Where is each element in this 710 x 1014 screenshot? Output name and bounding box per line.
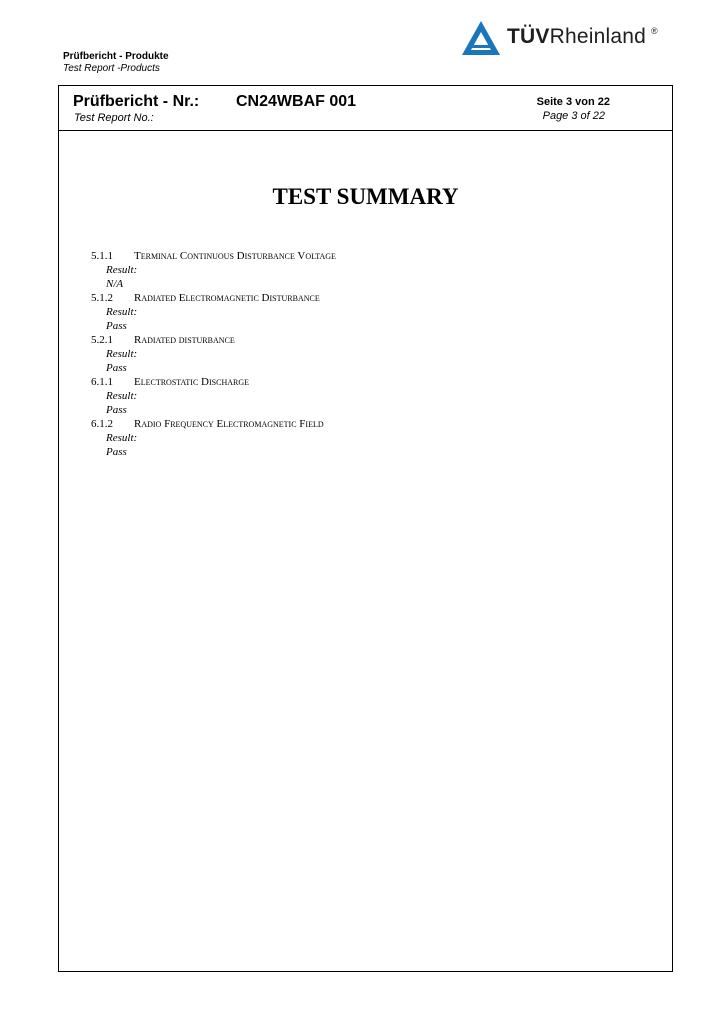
item-name: Terminal Continuous Disturbance Voltage (134, 250, 336, 262)
item-result: Pass (106, 446, 127, 458)
item-name: Radio Frequency Electromagnetic Field (134, 418, 324, 430)
logo-text-regular: Rheinland (549, 25, 646, 48)
item-result-label: Result: (106, 306, 138, 318)
item-result: Pass (106, 404, 127, 416)
tuv-triangle-icon (461, 19, 501, 57)
header-title-de: Prüfbericht - Produkte (63, 51, 169, 62)
summary-item (91, 417, 336, 459)
item-result-label: Result: (106, 432, 138, 444)
item-number: 5.1.2 (91, 292, 113, 304)
page-indicator-en: Page 3 of 22 (542, 110, 605, 122)
item-result: N/A (106, 278, 124, 290)
header-title-en: Test Report -Products (63, 63, 160, 74)
summary-item (91, 375, 336, 417)
item-result-label: Result: (106, 390, 138, 402)
summary-list (91, 249, 336, 459)
report-number-label-en: Test Report No.: (74, 112, 154, 124)
item-name: Radiated Electromagnetic Disturbance (134, 292, 320, 304)
item-result-label: Result: (106, 264, 138, 276)
logo-registered-mark: ® (651, 26, 658, 36)
item-result-label: Result: (106, 348, 138, 360)
logo-text-bold: TÜV (507, 25, 550, 48)
item-result: Pass (106, 320, 127, 332)
item-name: Radiated disturbance (134, 334, 235, 346)
tuv-logo (461, 18, 658, 58)
report-number-label: Prüfbericht - Nr.: (73, 93, 200, 110)
summary-item (91, 249, 336, 291)
item-result: Pass (106, 362, 127, 374)
item-name: Electrostatic Discharge (134, 376, 249, 388)
item-number: 5.2.1 (91, 334, 113, 346)
page-indicator-de: Seite 3 von 22 (536, 96, 610, 108)
report-number-value: CN24WBAF 001 (236, 93, 357, 110)
report-frame (58, 85, 673, 972)
summary-item (91, 291, 336, 333)
item-number: 6.1.2 (91, 418, 113, 430)
item-number: 5.1.1 (91, 250, 113, 262)
page-title: TEST SUMMARY (272, 184, 459, 209)
summary-item (91, 333, 336, 375)
item-number: 6.1.1 (91, 376, 113, 388)
report-header (59, 86, 672, 131)
